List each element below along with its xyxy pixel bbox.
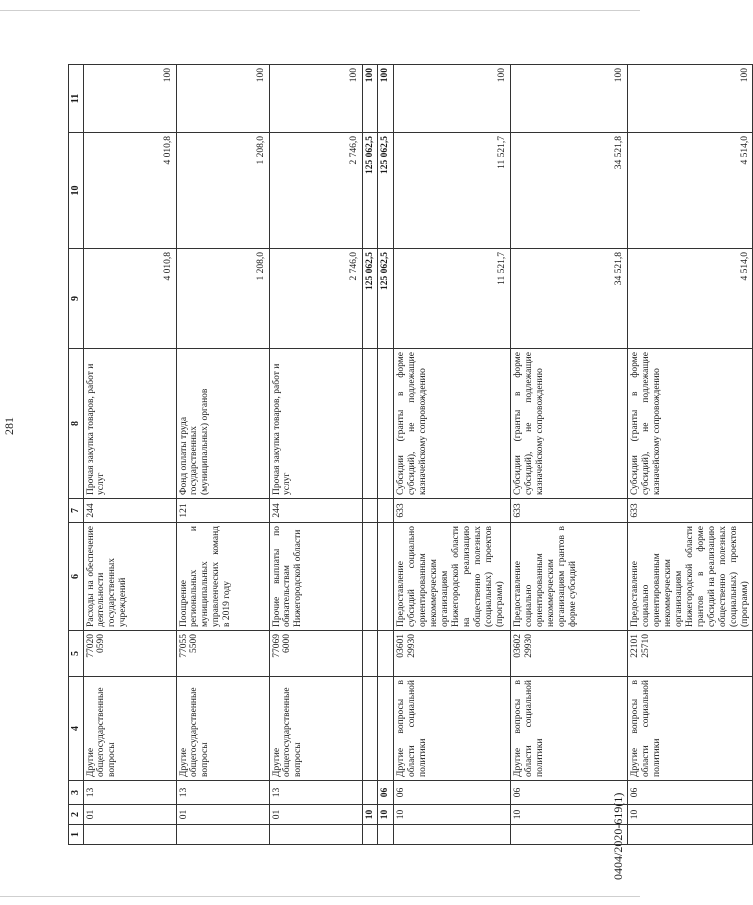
cell-target-code <box>362 631 378 677</box>
cell-target-name <box>362 523 378 631</box>
scan-border-top <box>0 10 640 11</box>
cell-subsection-name: Другие вопросы в области социальной политики <box>511 677 628 781</box>
cell-c1 <box>378 825 394 845</box>
cell-target-name: Расходы на обеспечение деятельности государственных учреждений <box>83 523 176 631</box>
cell-subsection-name: Другие вопросы в области социальной политики <box>394 677 511 781</box>
table-row <box>628 65 753 845</box>
cell-c1 <box>83 825 176 845</box>
scan-border-bottom <box>0 896 640 897</box>
cell-target-name: Предоставление социально ориентированным некоммерческим организациям Нижегородской области грантов в форме субсидий на реализацию общественно полезных (социальных) проектов (программ) <box>628 523 753 631</box>
cell-subsection: 13 <box>176 781 269 805</box>
cell-planned: 125 062,5 <box>362 249 378 349</box>
cell-target-code: 77069 6000 <box>269 631 362 677</box>
cell-subsection: 13 <box>83 781 176 805</box>
cell-percent: 100 <box>511 65 628 133</box>
cell-executed: 125 062,5 <box>378 133 394 249</box>
cell-expense-type: 121 <box>176 499 269 523</box>
header-col-11: 11 <box>69 65 84 133</box>
cell-subsection-name <box>362 677 378 781</box>
cell-planned: 34 521,8 <box>511 249 628 349</box>
cell-percent: 100 <box>362 65 378 133</box>
cell-expense-type: 633 <box>511 499 628 523</box>
cell-section: 10 <box>362 805 378 825</box>
cell-subsection-name: Другие общегосударственные вопросы <box>176 677 269 781</box>
cell-expense-type: 633 <box>394 499 511 523</box>
table-row <box>83 65 176 845</box>
cell-expense-type: 244 <box>269 499 362 523</box>
cell-target-name: Предоставление социально ориентированным некоммерческим организациям грантов в форме субсидий <box>511 523 628 631</box>
cell-c1 <box>269 825 362 845</box>
cell-percent: 100 <box>269 65 362 133</box>
cell-subsection: 06 <box>511 781 628 805</box>
header-col-10: 10 <box>69 133 84 249</box>
cell-subsection-name: Другие общегосударственные вопросы <box>83 677 176 781</box>
table-row <box>511 65 628 845</box>
cell-expense-name: Субсидии (гранты в форме субсидий), не подлежащие казначейскому сопровождению <box>628 349 753 499</box>
cell-target-code: 03602 29930 <box>511 631 628 677</box>
cell-expense-name: Субсидии (гранты в форме субсидий), не подлежащие казначейскому сопровождению <box>511 349 628 499</box>
cell-c1 <box>511 825 628 845</box>
cell-expense-name: Субсидии (гранты в форме субсидий), не подлежащие казначейскому сопровождению <box>394 349 511 499</box>
cell-planned: 11 521,7 <box>394 249 511 349</box>
cell-expense-name: Фонд оплаты труда государственных (муниципальных) органов <box>176 349 269 499</box>
budget-table <box>68 64 753 845</box>
header-col-6: 6 <box>69 523 84 631</box>
cell-section: 01 <box>176 805 269 825</box>
table-row-total-section <box>362 65 378 845</box>
cell-target-name: Прочие выплаты по обязательствам Нижегородской области <box>269 523 362 631</box>
cell-planned: 2 746,0 <box>269 249 362 349</box>
cell-section: 10 <box>378 805 394 825</box>
cell-executed: 4 010,8 <box>83 133 176 249</box>
page-number: 281 <box>2 417 16 435</box>
cell-executed: 11 521,7 <box>394 133 511 249</box>
cell-executed: 2 746,0 <box>269 133 362 249</box>
cell-executed: 125 062,5 <box>362 133 378 249</box>
cell-target-code: 03601 29930 <box>394 631 511 677</box>
table-row <box>176 65 269 845</box>
header-col-9: 9 <box>69 249 84 349</box>
document-code: 0404/2020-619(1) <box>611 792 625 880</box>
table-row-total-subsection <box>378 65 394 845</box>
cell-percent: 100 <box>628 65 753 133</box>
cell-c1 <box>628 825 753 845</box>
table-header-row <box>69 65 84 845</box>
cell-target-code <box>378 631 394 677</box>
cell-subsection: 06 <box>378 781 394 805</box>
cell-section: 10 <box>511 805 628 825</box>
cell-percent: 100 <box>394 65 511 133</box>
cell-subsection: 06 <box>628 781 753 805</box>
cell-planned: 4 010,8 <box>83 249 176 349</box>
cell-subsection: 06 <box>394 781 511 805</box>
cell-target-name: Поощрение региональных и муниципальных управленческих команд в 2019 году <box>176 523 269 631</box>
header-col-3: 3 <box>69 781 84 805</box>
cell-c1 <box>176 825 269 845</box>
cell-section: 10 <box>628 805 753 825</box>
header-col-7: 7 <box>69 499 84 523</box>
cell-executed: 4 514,0 <box>628 133 753 249</box>
cell-expense-name: Прочая закупка товаров, работ и услуг <box>269 349 362 499</box>
cell-percent: 100 <box>378 65 394 133</box>
table-row <box>269 65 362 845</box>
cell-c1 <box>394 825 511 845</box>
cell-expense-name <box>378 349 394 499</box>
header-col-5: 5 <box>69 631 84 677</box>
cell-target-name: Предоставление субсидий социально ориентированным некоммерческим организациям Нижегородской области на реализацию общественно полезных (социальных) проектов (программ) <box>394 523 511 631</box>
cell-target-code: 77055 5500 <box>176 631 269 677</box>
cell-subsection <box>362 781 378 805</box>
cell-section: 01 <box>83 805 176 825</box>
header-col-1: 1 <box>69 825 84 845</box>
cell-planned: 125 062,5 <box>378 249 394 349</box>
cell-expense-type: 244 <box>83 499 176 523</box>
cell-expense-name: Прочая закупка товаров, работ и услуг <box>83 349 176 499</box>
cell-subsection-name: Другие вопросы в области социальной политики <box>628 677 753 781</box>
cell-executed: 34 521,8 <box>511 133 628 249</box>
cell-expense-type <box>362 499 378 523</box>
cell-subsection-name <box>378 677 394 781</box>
cell-c1 <box>362 825 378 845</box>
header-col-4: 4 <box>69 677 84 781</box>
cell-subsection: 13 <box>269 781 362 805</box>
cell-planned: 4 514,0 <box>628 249 753 349</box>
cell-executed: 1 208,0 <box>176 133 269 249</box>
cell-target-code: 22101 25710 <box>628 631 753 677</box>
header-col-8: 8 <box>69 349 84 499</box>
cell-percent: 100 <box>83 65 176 133</box>
cell-expense-name <box>362 349 378 499</box>
cell-expense-type: 633 <box>628 499 753 523</box>
cell-expense-type <box>378 499 394 523</box>
cell-target-code: 77020 0590 <box>83 631 176 677</box>
cell-planned: 1 208,0 <box>176 249 269 349</box>
cell-target-name <box>378 523 394 631</box>
cell-percent: 100 <box>176 65 269 133</box>
table-row <box>394 65 511 845</box>
cell-section: 01 <box>269 805 362 825</box>
cell-section: 10 <box>394 805 511 825</box>
cell-subsection-name: Другие общегосударственные вопросы <box>269 677 362 781</box>
header-col-2: 2 <box>69 805 84 825</box>
